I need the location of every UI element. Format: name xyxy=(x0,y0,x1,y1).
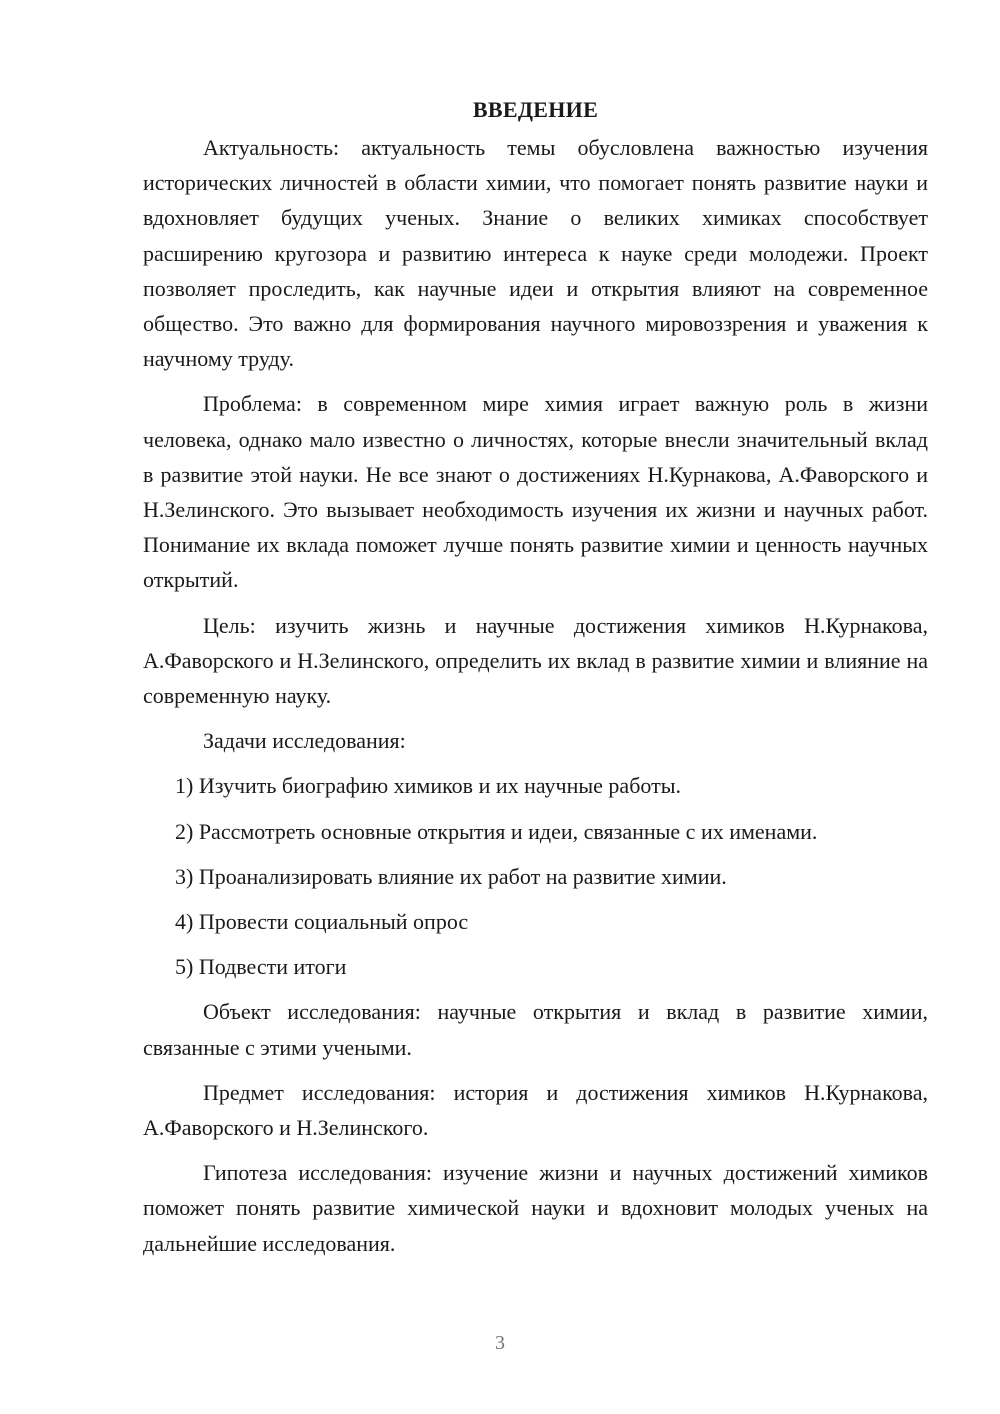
task-item: 2) Рассмотреть основные открытия и идеи, связанные с их именами. xyxy=(175,818,818,844)
task-item: 5) Подвести итоги xyxy=(175,954,347,980)
task-list xyxy=(143,768,928,984)
task-item: 3) Проанализировать влияние их работ на развитие химии. xyxy=(175,863,727,889)
document-page xyxy=(143,92,928,1271)
tasks-title: Задачи исследования: xyxy=(203,728,406,754)
object-paragraph: Объект исследования: научные открытия и вклад в развитие химии, связанные с этими учеными. xyxy=(143,999,928,1060)
problem-paragraph: Проблема: в современном мире химия играет важную роль в жизни человека, однако мало известно о личностях, которые внесли значительный вклад в развитие этой науки. Не все знают о достижениях Н.Курнакова, А.Фаворского и Н.Зелинского. Это вызывает необходимость изучения их жизни и научных работ. Понимание их вклада поможет лучше понять развитие химии и ценность научных открытий. xyxy=(143,391,928,593)
goal-paragraph: Цель: изучить жизнь и научные достижения химиков Н.Курнакова, А.Фаворского и Н.Зелинского, определить их вклад в развитие химии и влияние на современную науку. xyxy=(143,612,928,709)
task-item: 4) Провести социальный опрос xyxy=(175,909,469,935)
section-heading: ВВЕДЕНИЕ xyxy=(472,97,599,122)
page-number: 3 xyxy=(495,1332,505,1354)
task-item: 1) Изучить биографию химиков и их научные работы. xyxy=(175,773,681,799)
relevance-paragraph: Актуальность: актуальность темы обусловлена важностью изучения исторических личностей в области химии, что помогает понять развитие науки и вдохновляет будущих ученых. Знание о великих химиках способствует расширению кругозора и развитию интереса к науке среди молодежи. Проект позволяет проследить, как научные идеи и открытия влияют на современное общество. Это важно для формирования научного мировоззрения и уважения к научному труду. xyxy=(143,135,928,372)
subject-paragraph: Предмет исследования: история и достижения химиков Н.Курнакова, А.Фаворского и Н.Зелинского. xyxy=(143,1079,928,1141)
hypothesis-paragraph: Гипотеза исследования: изучение жизни и научных достижений химиков поможет понять развитие химической науки и вдохновит молодых ученых на дальнейшие исследования. xyxy=(143,1160,928,1256)
